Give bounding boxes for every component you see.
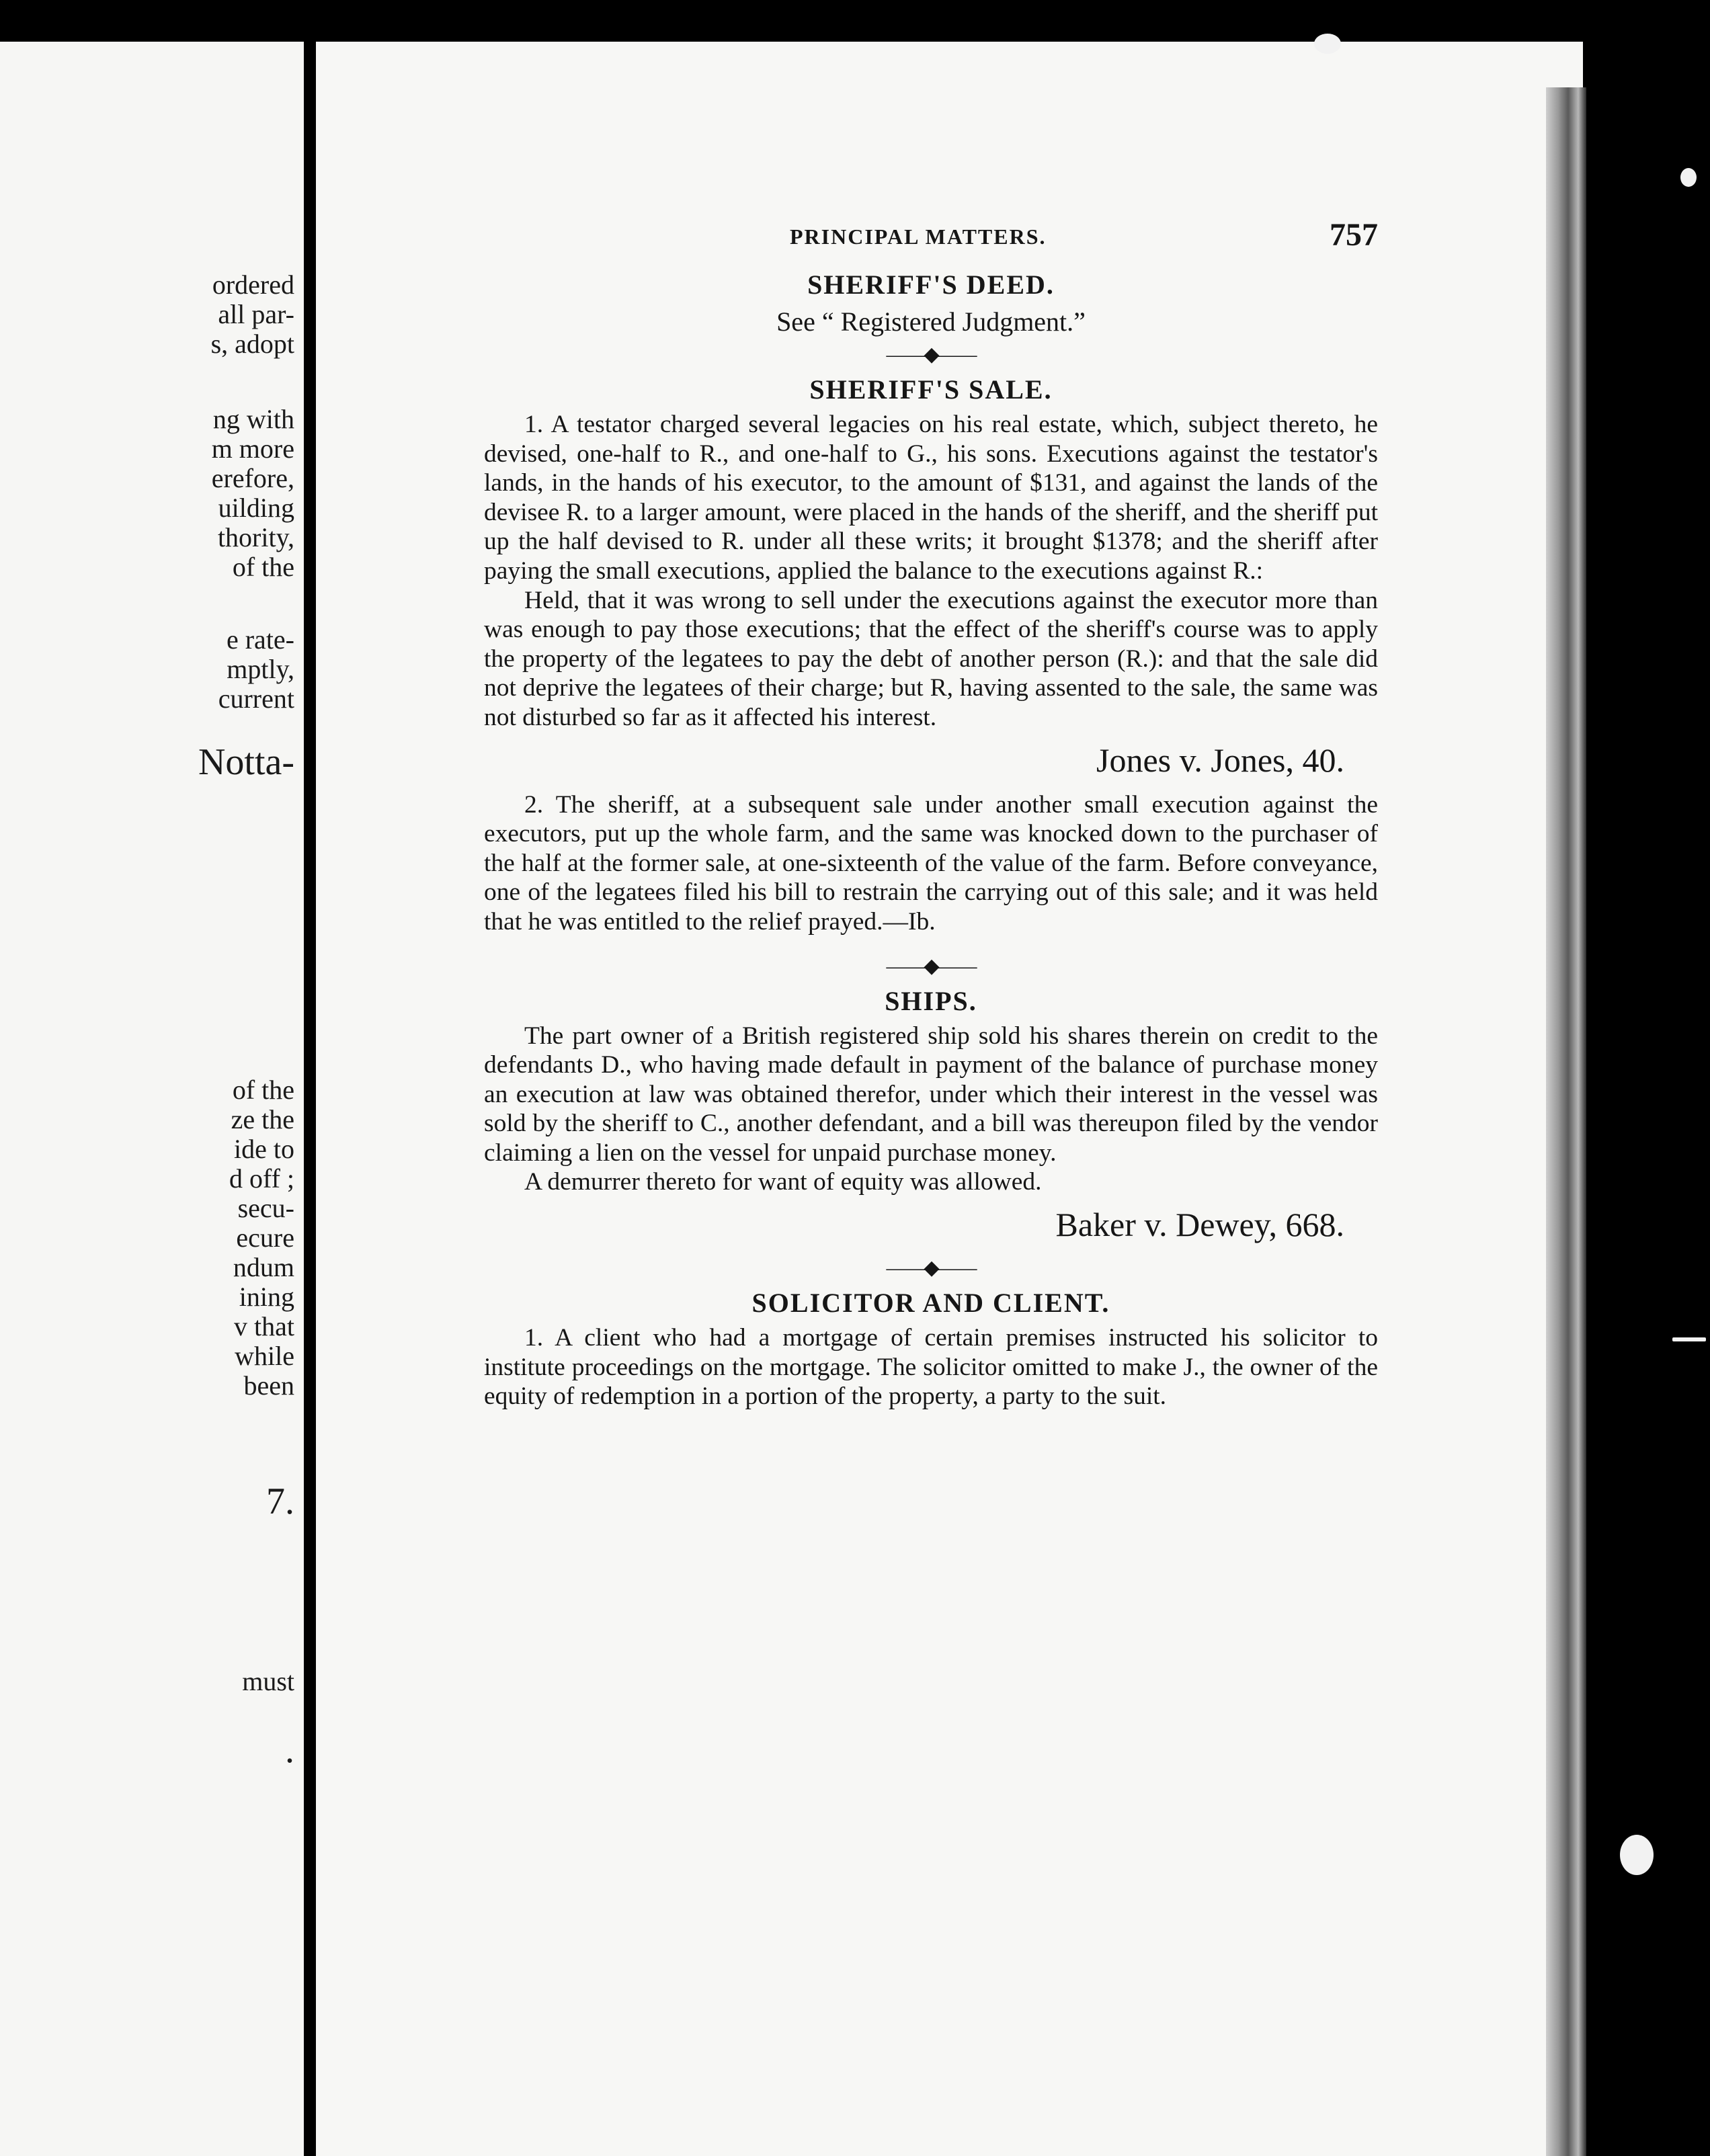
left-page-line: s, adopt bbox=[210, 329, 294, 359]
left-page-line: ng with bbox=[212, 404, 294, 434]
running-head-title: PRINCIPAL MATTERS. bbox=[790, 224, 1047, 249]
section-heading-ships: SHIPS. bbox=[885, 985, 977, 1016]
section-divider: ——◆—— bbox=[886, 343, 976, 366]
paragraph-ships-2: A demurrer thereto for want of equity was allowed. bbox=[524, 1168, 1042, 1196]
paragraph-sheriffs-sale-2: 2. The sheriff, at a subsequent sale under another small execution against the executors, put up the whole farm, and the same was knocked down to the purchaser of the half at the former sale, at one-sixteenth of the value of the farm. Before conveyance, one of the legatees filed his bill to restrain the carrying out of this sale; and it was held that he was entitled to the relief prayed.—Ib. bbox=[484, 790, 1378, 936]
left-page-line: 7. bbox=[266, 1481, 294, 1522]
running-head bbox=[484, 216, 1378, 263]
left-page-line: m more bbox=[211, 433, 294, 464]
section-heading-sheriffs-sale: SHERIFF'S SALE. bbox=[809, 374, 1053, 405]
left-page-line: must bbox=[242, 1666, 294, 1696]
paragraph-ships-1: The part owner of a British registered ship sold his shares therein on credit to the defendants D., who having made default in payment of the balance of purchase money an execution at law was obtained therefor, under which their interest in the vessel was sold by the sheriff to C., another defendant, and a bill was thereupon filed by the vendor claiming a lien on the vessel for unpaid purchase money. bbox=[484, 1022, 1378, 1167]
paragraph-solicitor-1: 1. A client who had a mortgage of certain premises instructed his solicitor to institute proceedings on the mortgage. The solicitor omitted to make J., the owner of the equity of redemption in a portion of the property, a party to the suit. bbox=[484, 1324, 1378, 1411]
left-page-fragment bbox=[0, 42, 304, 2156]
left-page-line: uilding bbox=[218, 493, 294, 523]
left-page-line: mptly, bbox=[227, 654, 294, 684]
left-page-line: ining bbox=[239, 1282, 294, 1312]
left-page-line: ze the bbox=[231, 1104, 294, 1134]
section-divider: ——◆—— bbox=[886, 1257, 976, 1280]
left-page-line: v that bbox=[234, 1311, 294, 1341]
cross-reference: See “ Registered Judgment.” bbox=[776, 306, 1086, 337]
page-757 bbox=[316, 42, 1583, 2156]
left-page-line: all par- bbox=[218, 299, 294, 329]
section-heading-solicitor-and-client: SOLICITOR AND CLIENT. bbox=[751, 1288, 1110, 1319]
left-page-line: erefore, bbox=[211, 463, 294, 493]
scan-speck bbox=[1620, 1835, 1654, 1875]
case-citation: Jones v. Jones, 40. bbox=[1096, 741, 1344, 779]
case-citation: Baker v. Dewey, 668. bbox=[1055, 1206, 1344, 1244]
left-page-line: of the bbox=[232, 1075, 294, 1105]
left-page-line: secu- bbox=[237, 1193, 294, 1223]
page-edge-shadow bbox=[1546, 87, 1586, 2156]
page-number: 757 bbox=[1330, 217, 1378, 253]
left-page-line: ecure bbox=[236, 1222, 294, 1253]
paragraph-sheriffs-sale-held: Held, that it was wrong to sell under the executions against the executor more than was enough to pay those executions; that the effect of the sheriff's course was to apply the property of the legatees to pay the debt of another person (R.): and that the sale did not deprive the legatees of their charge; but R, having assented to the sale, the same was not disturbed so far as it affected his interest. bbox=[484, 586, 1378, 731]
left-page-line: ndum bbox=[233, 1252, 294, 1282]
scan-speck bbox=[1314, 34, 1341, 54]
spacer bbox=[484, 937, 1378, 950]
scan-speck bbox=[1672, 1337, 1706, 1341]
left-page-line: d off ; bbox=[229, 1163, 294, 1194]
section-heading-sheriffs-deed: SHERIFF'S DEED. bbox=[807, 270, 1055, 300]
left-page-line: Notta- bbox=[198, 741, 294, 783]
left-page-line: thority, bbox=[217, 522, 294, 552]
scan-speck bbox=[1680, 168, 1697, 187]
paragraph-sheriffs-sale-1: 1. A testator charged several legacies on his real estate, which, subject thereto, he devised, one-half to R., and one-half to G., his sons. Executions against the testator's lands, in the hands of his executor, to the amount of $131, and against the lands of the devisee R. to a larger amount, were placed in the hands of the sheriff, and the sheriff put up the half devised to R. under all these writs; it brought $1378; and the sheriff after paying the small executions, applied the balance to the executions against R.: bbox=[484, 411, 1378, 585]
left-page-line: while bbox=[235, 1341, 294, 1371]
left-page-line: ordered bbox=[212, 270, 294, 300]
left-page-line: ide to bbox=[234, 1134, 294, 1164]
page-text bbox=[484, 216, 1378, 1411]
section-divider: ——◆—— bbox=[886, 954, 976, 977]
left-page-line: current bbox=[218, 683, 294, 714]
left-page-line: been bbox=[243, 1370, 294, 1401]
left-page-line: . bbox=[285, 1729, 294, 1771]
left-page-line: e rate- bbox=[226, 624, 294, 655]
left-page-line: of the bbox=[232, 552, 294, 582]
